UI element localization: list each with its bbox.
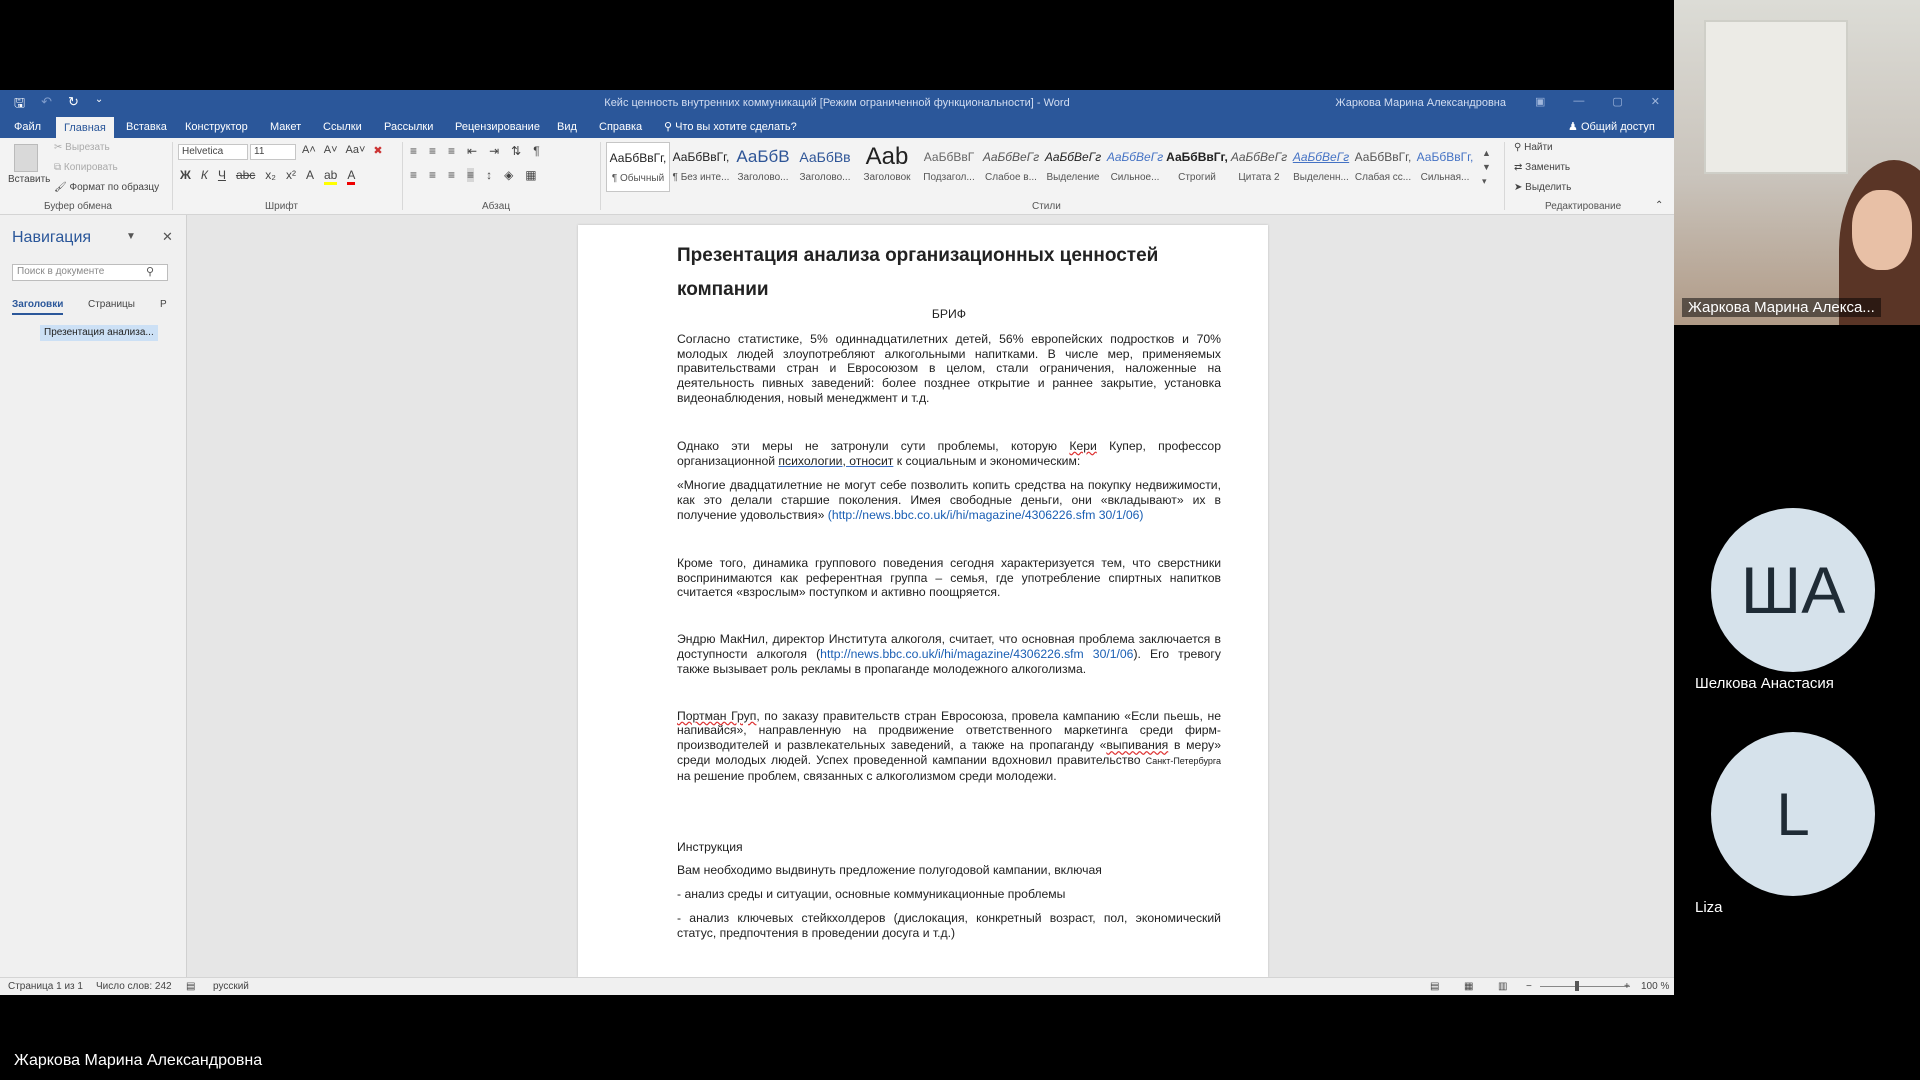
tab-insert[interactable]: Вставка	[126, 121, 167, 133]
style-name: Выделенн...	[1293, 172, 1349, 183]
multilevel-list-icon[interactable]: ≡	[448, 144, 456, 158]
whiteboard-image	[1704, 20, 1848, 174]
tell-me-label: Что вы хотите сделать?	[675, 121, 797, 133]
style-emphasis[interactable]	[1042, 142, 1104, 190]
style-name: Слабое в...	[985, 172, 1037, 183]
tab-references[interactable]: Ссылки	[323, 121, 362, 133]
paragraph: Вам необходимо выдвинуть предложение полугодовой кампании, включая	[677, 863, 1102, 878]
tell-me-box[interactable]	[656, 116, 805, 138]
paragraph	[677, 709, 1221, 784]
account-name[interactable]: Жаркова Марина Александровна	[1335, 97, 1506, 109]
tab-layout[interactable]: Макет	[270, 121, 302, 133]
language[interactable]: русский	[213, 981, 249, 992]
hyperlink[interactable]: (http://news.bbc.co.uk/i/hi/magazine/4306226.sfm 30/1/06)	[827, 507, 1144, 522]
font-size-select[interactable]: 11	[250, 144, 296, 160]
style-intense-reference[interactable]	[1414, 142, 1476, 190]
shrink-font-icon[interactable]: A˅	[323, 144, 338, 156]
document-heading: Презентация анализа организационных ценностей компании	[677, 245, 1159, 300]
tab-file[interactable]: Файл	[14, 121, 42, 133]
text-run: , по заказу правительств стран Евросоюза, провела кампанию «Если пьешь, не напивайся», направленную на продвижение ответственного маркетинга среди фирм-производителей и развлекательных заведений, а также на пропаганду «	[677, 708, 1221, 753]
tab-help[interactable]: Справка	[599, 121, 643, 133]
clear-formatting-icon[interactable]: ✖	[373, 145, 383, 157]
search-icon: ⚲	[1514, 142, 1522, 153]
style-sample: АаБбВеГг	[982, 150, 1040, 164]
lightbulb-icon: ⚲	[664, 121, 673, 133]
ribbon-display-icon[interactable]: ▣	[1534, 96, 1546, 108]
text-run: психологии, относит	[778, 453, 894, 468]
style-quote2[interactable]	[1228, 142, 1290, 190]
close-icon[interactable]: ✕	[162, 229, 173, 244]
zoom-slider-thumb[interactable]	[1575, 981, 1579, 991]
style-sample: АаБбВвГг,	[1416, 150, 1474, 164]
style-sample: АаБбВвГг,	[1166, 150, 1228, 164]
style-heading1[interactable]	[732, 142, 794, 190]
style-sample: АаБбВеГг	[1230, 150, 1288, 164]
subscript-icon[interactable]: x₂	[265, 168, 276, 182]
find-label: Найти	[1524, 142, 1553, 153]
group-separator	[402, 142, 403, 210]
numbering-icon[interactable]: ≡	[429, 144, 437, 158]
tab-mailings[interactable]: Рассылки	[384, 121, 434, 133]
cursor-icon: ➤	[1514, 182, 1523, 193]
avatar[interactable]: ША	[1711, 508, 1875, 672]
align-left-icon[interactable]: ≡	[410, 168, 418, 182]
change-case-icon[interactable]: Aa˅	[345, 144, 366, 156]
zoom-in-icon[interactable]: +	[1624, 981, 1630, 992]
style-subtitle[interactable]	[918, 142, 980, 190]
format-painter-label: Формат по образцу	[69, 182, 160, 193]
replace-icon: ⇄	[1514, 162, 1523, 173]
justify-icon[interactable]: ≡	[467, 168, 475, 182]
group-separator	[600, 142, 601, 210]
group-separator	[172, 142, 173, 210]
shading-icon[interactable]: ◈	[504, 168, 514, 182]
read-mode-icon[interactable]: ▤	[1430, 981, 1440, 992]
group-separator	[1504, 142, 1505, 210]
text-run: Купер, профессор организационной	[677, 438, 1221, 468]
undo-icon[interactable]: ↶	[41, 94, 52, 109]
select-label: Выделить	[1525, 182, 1572, 193]
font-size-tools	[302, 144, 383, 157]
print-layout-icon[interactable]: ▦	[1464, 981, 1474, 992]
increase-indent-icon[interactable]: ⇥	[489, 144, 500, 158]
paste-label: Вставить	[8, 174, 51, 185]
style-sample: АаБбВеГг	[1106, 150, 1164, 164]
select-button[interactable]	[1514, 182, 1571, 193]
word-count[interactable]: Число слов: 242	[96, 981, 172, 992]
grow-font-icon[interactable]: A˄	[302, 144, 316, 156]
sort-icon[interactable]: ⇅	[511, 144, 522, 158]
nav-heading-item[interactable]: Презентация анализа...	[40, 325, 158, 341]
styles-group-label: Стили	[1032, 201, 1061, 212]
document-title: Кейс ценность внутренних коммуникаций [Режим ограниченной функциональности] - Word	[604, 97, 1070, 109]
text-run: Эндрю МакНил, директор Института алкоголя, считает, что основная проблема заключается в доступности алкоголя (	[677, 632, 1221, 661]
paragraph-tools-row2	[410, 168, 537, 182]
style-sample: АаБбВеГг	[1292, 150, 1350, 164]
decrease-indent-icon[interactable]: ⇤	[467, 144, 478, 158]
replace-label: Заменить	[1525, 162, 1571, 173]
search-icon[interactable]: ⚲	[146, 266, 155, 278]
style-sample: АаБбВвГ	[923, 150, 975, 164]
participant-name: Liza	[1695, 899, 1723, 916]
style-sample: АаБбВв	[799, 149, 851, 165]
nav-tab-results[interactable]: Р	[160, 299, 167, 310]
share-label: Общий доступ	[1580, 121, 1655, 133]
borders-icon[interactable]: ▦	[525, 168, 537, 182]
font-format-tools	[180, 168, 355, 185]
font-group-label: Шрифт	[265, 201, 298, 212]
strikethrough-icon[interactable]: abc	[235, 168, 256, 182]
window-controls	[1535, 95, 1660, 108]
nav-tab-headings[interactable]: Заголовки	[12, 299, 63, 315]
text-run: ). Его тревогу также вызывает роль рекламы в пропаганде молодежного алкоголизма.	[677, 646, 1221, 676]
person-icon: ♟	[1568, 121, 1578, 133]
editing-group-label: Редактирование	[1545, 201, 1622, 212]
status-bar	[0, 977, 1674, 995]
style-name: Заголово...	[799, 172, 851, 183]
paragraph	[677, 632, 1221, 676]
style-name: Строгий	[1178, 172, 1216, 183]
styles-scroll[interactable]: ▲ ▼ ▾	[1482, 148, 1491, 186]
italic-icon[interactable]: К	[200, 168, 208, 182]
navigation-title: Навигация	[12, 229, 92, 246]
ribbon	[0, 138, 1674, 215]
share-button[interactable]	[1560, 116, 1663, 138]
collapse-ribbon-icon[interactable]: ⌃	[1655, 200, 1664, 211]
copy-button[interactable]	[54, 162, 118, 173]
minimize-icon[interactable]: —	[1573, 95, 1585, 107]
clipboard-icon	[14, 144, 38, 172]
tab-home[interactable]: Главная	[56, 116, 114, 139]
text-run: выпивания	[1106, 738, 1169, 753]
style-subtle-emphasis[interactable]	[980, 142, 1042, 190]
text-run: Санкт-Петербурга	[1145, 755, 1221, 766]
title-bar	[0, 90, 1674, 116]
format-painter-button[interactable]	[54, 182, 159, 193]
style-name: Выделение	[1046, 172, 1100, 183]
style-name: Цитата 2	[1238, 172, 1280, 183]
text-run: «Многие двадцатилетние не могут себе позволить копить средства на покупку недвижимости, как это делали старшие поколения. Имея свободные деньги, они «вкладывают» их в получение удовольствия»	[677, 478, 1221, 522]
style-name: Заголово...	[737, 172, 789, 183]
paragraph-tools-row1	[410, 144, 540, 158]
pilcrow-icon[interactable]: ¶	[533, 144, 540, 158]
nav-options-icon[interactable]: ▼	[126, 231, 136, 242]
participant-name-label: Жаркова Марина Алекса...	[1682, 298, 1881, 317]
copy-icon: ⧉	[54, 162, 62, 173]
paragraph: - анализ среды и ситуации, основные коммуникационные проблемы	[677, 887, 1066, 902]
tab-view[interactable]: Вид	[557, 121, 577, 133]
avatar[interactable]: L	[1711, 732, 1875, 896]
bold-icon[interactable]: Ж	[180, 168, 191, 182]
paragraph: Кроме того, динамика группового поведения сегодня характеризуется тем, что сверстники воспринимаются как референтная группа – семья, где употребление спиртных напитков считается «взрослым» поступком и активно поощряется.	[677, 555, 1221, 600]
style-no-spacing[interactable]	[670, 142, 732, 190]
style-intense-emphasis[interactable]	[1104, 142, 1166, 190]
document-page[interactable]	[578, 225, 1268, 977]
navigation-pane	[0, 215, 187, 977]
zoom-level[interactable]: 100 %	[1641, 981, 1670, 992]
brief-label: БРИФ	[931, 307, 967, 321]
copy-label: Копировать	[63, 162, 118, 173]
style-sample: АаБбВвГг,	[672, 150, 730, 164]
zoom-slider[interactable]	[1540, 986, 1630, 987]
font-color-icon[interactable]: A	[347, 168, 355, 185]
cut-label: Вырезать	[65, 142, 110, 153]
paragraph: Согласно статистике, 5% одиннадцатилетних детей, 56% европейских подростков и 70% молодых людей злоупотребляют алкогольными напитками. В числе мер, применяемых правительствами стран и Евросоюзом в целом, стали ограничения, наложенные на деятельность пивных заведений: более позднее открытие и раннее закрытие, установка видеонаблюдения, новый менеджмент и т.д.	[677, 331, 1221, 405]
face-image	[1852, 190, 1912, 270]
highlight-icon[interactable]: ab	[324, 168, 337, 185]
paragraph-group-label: Абзац	[482, 201, 511, 212]
superscript-icon[interactable]: x²	[285, 168, 296, 182]
style-name: ¶ Обычный	[611, 173, 665, 184]
style-sample: Aab	[865, 143, 909, 170]
text-run: на решение проблем, связанных с алкоголизмом среди молодежи.	[677, 768, 1057, 783]
text-run: Кери	[1069, 438, 1097, 453]
font-name-select[interactable]: Helvetica	[178, 144, 248, 160]
hyperlink[interactable]: http://news.bbc.co.uk/i/hi/magazine/4306226.sfm 30/1/06	[820, 646, 1134, 661]
style-subtle-reference[interactable]	[1352, 142, 1414, 190]
style-sample: АаБбВвГг,	[609, 151, 667, 165]
page-count[interactable]: Страница 1 из 1	[8, 981, 83, 992]
customize-qat-icon[interactable]: ⌄	[94, 94, 104, 105]
align-right-icon[interactable]: ≡	[448, 168, 456, 182]
style-sample: АаБбВеГг	[1044, 150, 1102, 164]
style-name: Сильное...	[1110, 172, 1160, 183]
save-icon[interactable]: 🖫	[14, 95, 26, 110]
style-name: ¶ Без инте...	[672, 172, 730, 183]
style-intense-quote[interactable]	[1290, 142, 1352, 190]
redo-icon[interactable]: ↻	[67, 94, 79, 109]
style-name: Слабая сс...	[1354, 172, 1412, 183]
participant-name: Шелкова Анастасия	[1695, 675, 1834, 692]
style-normal[interactable]	[606, 142, 670, 192]
paragraph	[677, 439, 1221, 469]
align-center-icon[interactable]: ≡	[429, 168, 437, 182]
style-name: Сильная...	[1420, 172, 1470, 183]
style-name: Заголовок	[863, 172, 911, 183]
style-strong[interactable]	[1166, 142, 1228, 190]
brush-icon: 🖌	[54, 182, 67, 193]
style-heading2[interactable]	[794, 142, 856, 190]
line-spacing-icon[interactable]: ↕	[486, 168, 493, 182]
text-effects-icon[interactable]: A	[305, 168, 314, 182]
scissors-icon: ✂	[54, 142, 63, 153]
underline-icon[interactable]: Ч	[217, 168, 226, 182]
proofing-icon[interactable]: ▤	[186, 981, 196, 992]
nav-tab-pages[interactable]: Страницы	[88, 299, 135, 310]
clipboard-group-label: Буфер обмена	[44, 201, 112, 212]
maximize-icon[interactable]: ▢	[1612, 96, 1623, 108]
close-icon[interactable]: ✕	[1650, 96, 1660, 108]
instruction-heading: Инструкция	[677, 839, 743, 854]
tab-review[interactable]: Рецензирование	[455, 121, 540, 133]
ribbon-tabs	[0, 116, 1674, 138]
paragraph	[677, 478, 1221, 522]
style-sample: АаБбВ	[736, 147, 790, 166]
zoom-out-icon[interactable]: −	[1526, 981, 1532, 992]
paste-button[interactable]	[8, 144, 51, 185]
nav-search-input[interactable]: Поиск в документе	[12, 264, 168, 281]
text-run: к социальным и экономическим:	[893, 453, 1081, 468]
text-run: Однако эти меры не затронули сути проблемы, которую	[677, 438, 1070, 453]
text-run: Портман Груп	[677, 708, 757, 723]
replace-button[interactable]	[1514, 162, 1570, 173]
presenter-name: Жаркова Марина Александровна	[14, 1052, 263, 1069]
word-window	[0, 90, 1674, 995]
paragraph: - анализ ключевых стейкхолдеров (дислокация, конкретный возраст, пол, экономический статус, предпочтения в проведении досуга и т.д.)	[677, 910, 1221, 940]
bullets-icon[interactable]: ≡	[410, 144, 418, 158]
style-name: Подзагол...	[923, 172, 975, 183]
web-layout-icon[interactable]: ▥	[1498, 981, 1508, 992]
cut-button[interactable]	[54, 142, 110, 153]
text-run: в меру» среди молодых людей. Успех проведенной кампании вдохновил правительство	[677, 738, 1221, 767]
participant-video[interactable]	[1674, 0, 1920, 325]
style-title[interactable]	[856, 142, 918, 190]
document-body	[677, 239, 1221, 941]
tab-design[interactable]: Конструктор	[185, 121, 248, 133]
style-sample: АаБбВвГг,	[1354, 150, 1412, 164]
find-button[interactable]	[1514, 142, 1553, 153]
